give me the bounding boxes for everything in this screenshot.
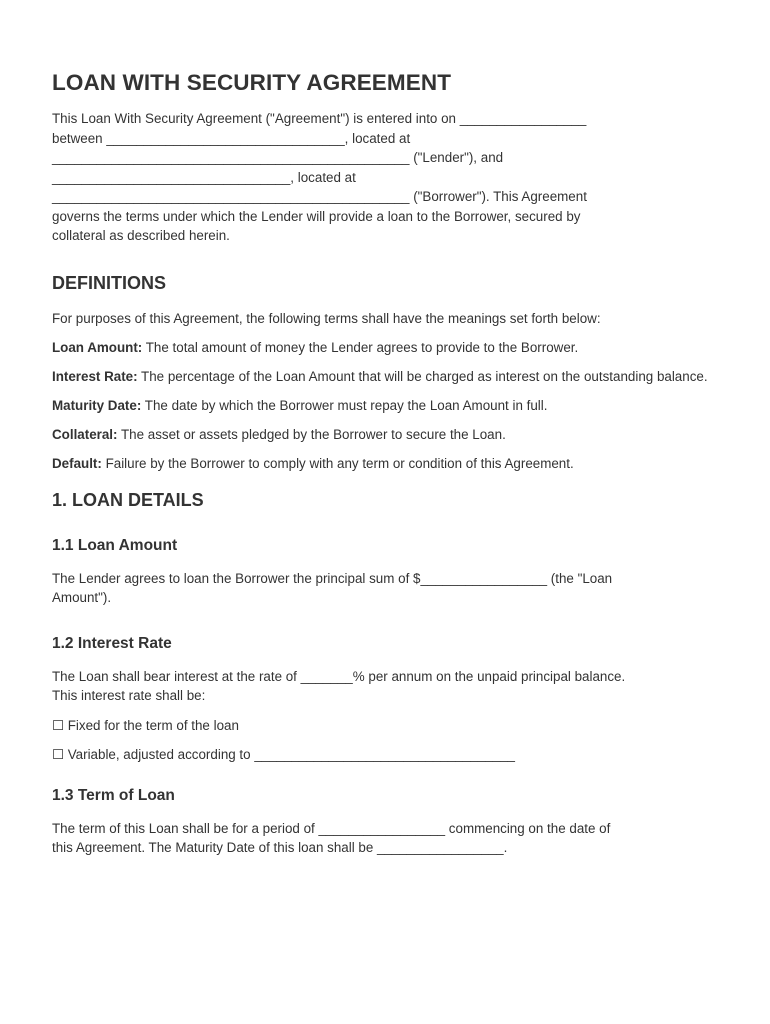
intro-line: This Loan With Security Agreement ("Agreement") is entered into on _________________ xyxy=(52,111,587,126)
term-of-loan-heading: 1.3 Term of Loan xyxy=(52,786,175,804)
definition-text: The percentage of the Loan Amount that will be charged as interest on the outstanding balance. xyxy=(137,369,708,384)
loan-amount-paragraph xyxy=(52,569,730,608)
intro-line: ________________________________, located at xyxy=(52,169,356,185)
definition-term: Loan Amount: xyxy=(52,340,143,355)
document-title: LOAN WITH SECURITY AGREEMENT xyxy=(52,70,452,95)
paragraph-line: The Lender agrees to loan the Borrower the principal sum of $_________________ (the "Loan xyxy=(52,570,613,586)
definition-term: Default: xyxy=(52,456,102,471)
loan-amount-heading: 1.1 Loan Amount xyxy=(52,536,178,554)
intro-line: ________________________________________________ ("Lender"), and xyxy=(52,150,504,165)
definitions-heading: DEFINITIONS xyxy=(52,272,167,293)
definition-term: Collateral: xyxy=(52,427,118,442)
intro-line: ________________________________________________ ("Borrower"). This Agreement xyxy=(52,189,587,204)
paragraph-line: The Loan shall bear interest at the rate of _______% per annum on the unpaid principal balance. xyxy=(52,668,626,684)
intro-paragraph xyxy=(52,109,730,246)
definition-default xyxy=(52,454,730,474)
interest-rate-paragraph xyxy=(52,667,730,706)
paragraph-line: Amount"). xyxy=(52,590,112,605)
definition-maturity-date xyxy=(52,396,730,416)
definitions-intro: For purposes of this Agreement, the following terms shall have the meanings set forth below: xyxy=(52,310,601,326)
definition-interest-rate xyxy=(52,367,730,387)
definition-term: Interest Rate: xyxy=(52,369,138,384)
paragraph-line: This interest rate shall be: xyxy=(52,688,206,703)
intro-line: between ________________________________, located at xyxy=(52,130,411,146)
definition-text: The total amount of money the Lender agrees to provide to the Borrower. xyxy=(142,340,579,355)
definition-term: Maturity Date: xyxy=(52,398,142,413)
loan-details-heading: 1. LOAN DETAILS xyxy=(52,489,204,510)
fixed-rate-checkbox-option: ☐ Fixed for the term of the loan xyxy=(52,717,239,733)
intro-line: governs the terms under which the Lender will provide a loan to the Borrower, secured by xyxy=(52,208,581,224)
definition-loan-amount xyxy=(52,338,730,358)
variable-rate-checkbox-option: ☐ Variable, adjusted according to ___________________________________ xyxy=(52,747,515,762)
definition-text: Failure by the Borrower to comply with any term or condition of this Agreement. xyxy=(101,456,574,471)
paragraph-line: The term of this Loan shall be for a period of _________________ commencing on the date of xyxy=(52,820,611,836)
paragraph-line: this Agreement. The Maturity Date of this loan shall be _________________. xyxy=(52,840,508,855)
interest-rate-heading: 1.2 Interest Rate xyxy=(52,634,172,652)
definition-collateral xyxy=(52,425,730,445)
intro-line: collateral as described herein. xyxy=(52,228,230,243)
definition-text: The date by which the Borrower must repay the Loan Amount in full. xyxy=(141,398,548,413)
definition-text: The asset or assets pledged by the Borrower to secure the Loan. xyxy=(117,427,506,442)
term-of-loan-paragraph xyxy=(52,819,730,858)
